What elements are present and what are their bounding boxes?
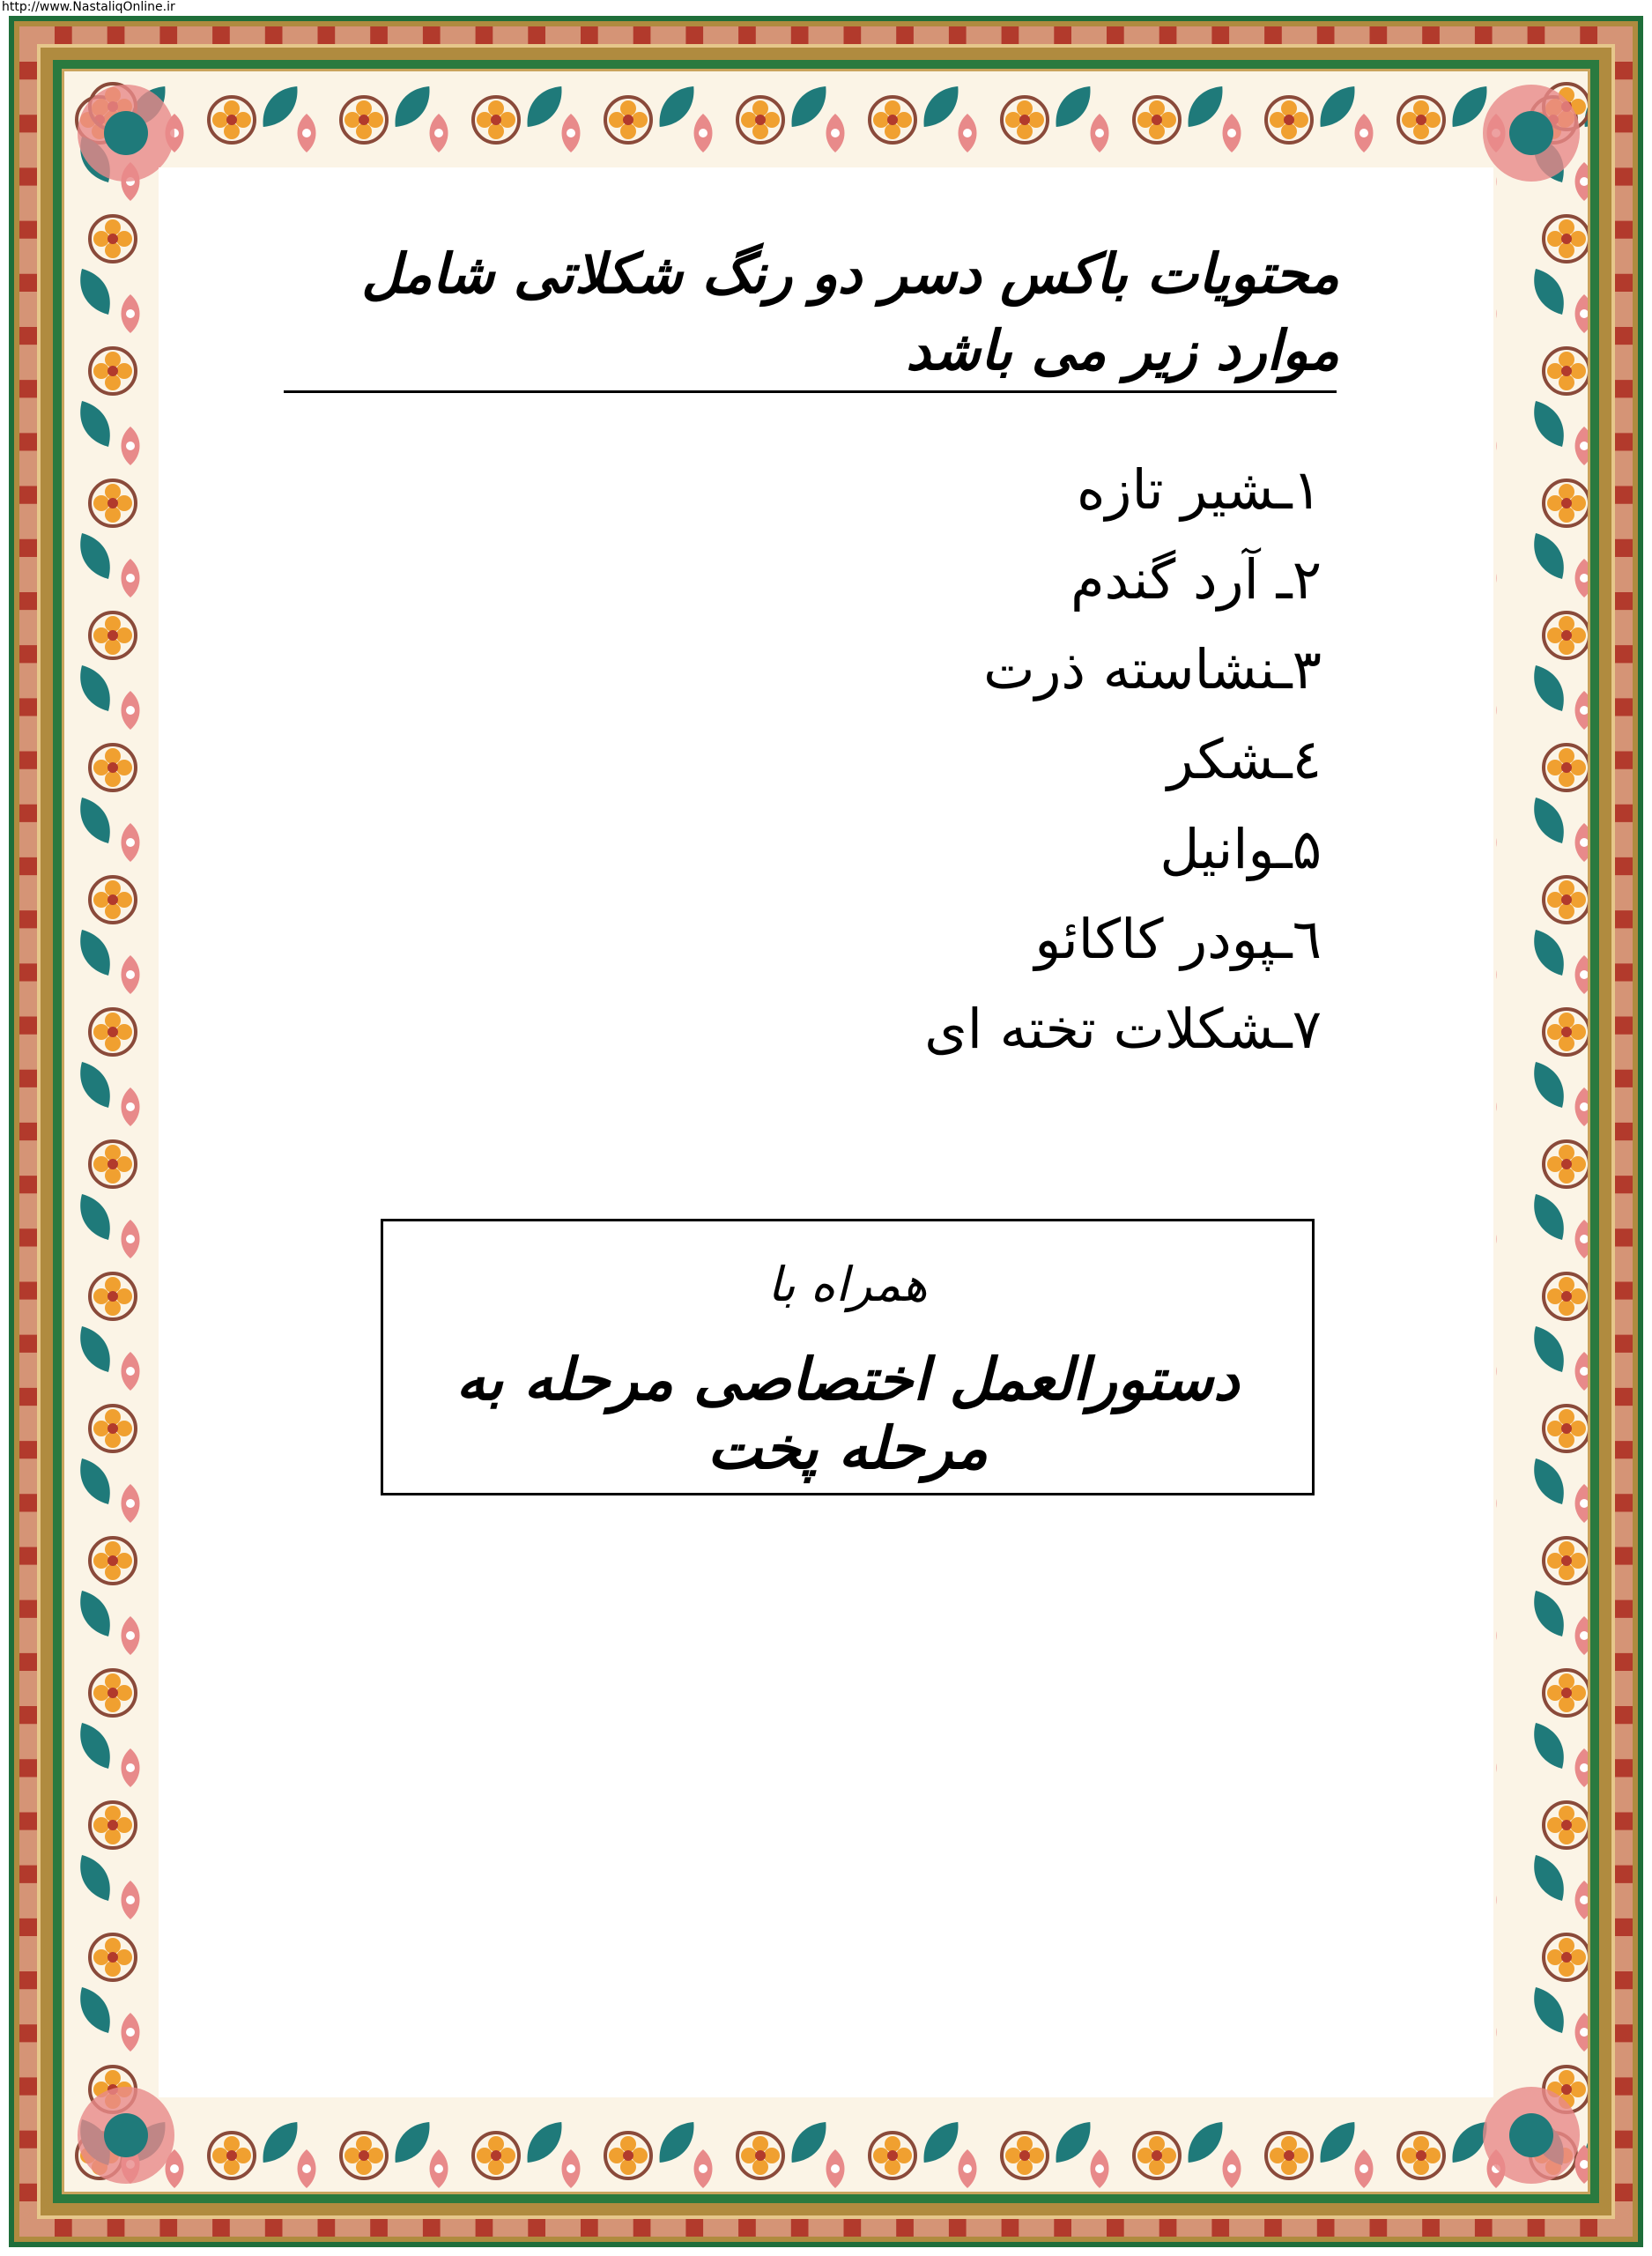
- list-item: ۲ـ آرد گندم: [1070, 547, 1322, 612]
- list-item: ۷ـشکلات تخته ای: [924, 997, 1322, 1061]
- list-item: ۵ـوانیل: [1159, 817, 1322, 881]
- list-item: ٤ـشکر: [1167, 727, 1322, 791]
- ingredient-list: [529, 445, 1322, 1074]
- source-url: http://www.NastaliqOnline.ir: [2, 0, 175, 14]
- corner-ornament-bottom-left: [78, 2087, 174, 2184]
- list-item: ٦ـپودر کاکائو: [1034, 907, 1322, 971]
- note-line-accompanied: همراه با: [767, 1257, 928, 1312]
- corner-ornament-top-right: [1483, 85, 1580, 182]
- list-item: ۳ـنشاسته ذرت: [983, 637, 1322, 701]
- corner-ornament-bottom-right: [1483, 2087, 1580, 2184]
- list-item: ۱ـشیر تازه: [1077, 457, 1322, 522]
- note-box: [381, 1219, 1315, 1495]
- title-underline: [284, 390, 1337, 393]
- note-line-instructions: دستورالعمل اختصاصی مرحله به مرحله پخت: [456, 1345, 1240, 1482]
- page-title: محتویات باکس دسر دو رنگ شکلاتی شامل موارد زیر می باشد: [361, 241, 1339, 382]
